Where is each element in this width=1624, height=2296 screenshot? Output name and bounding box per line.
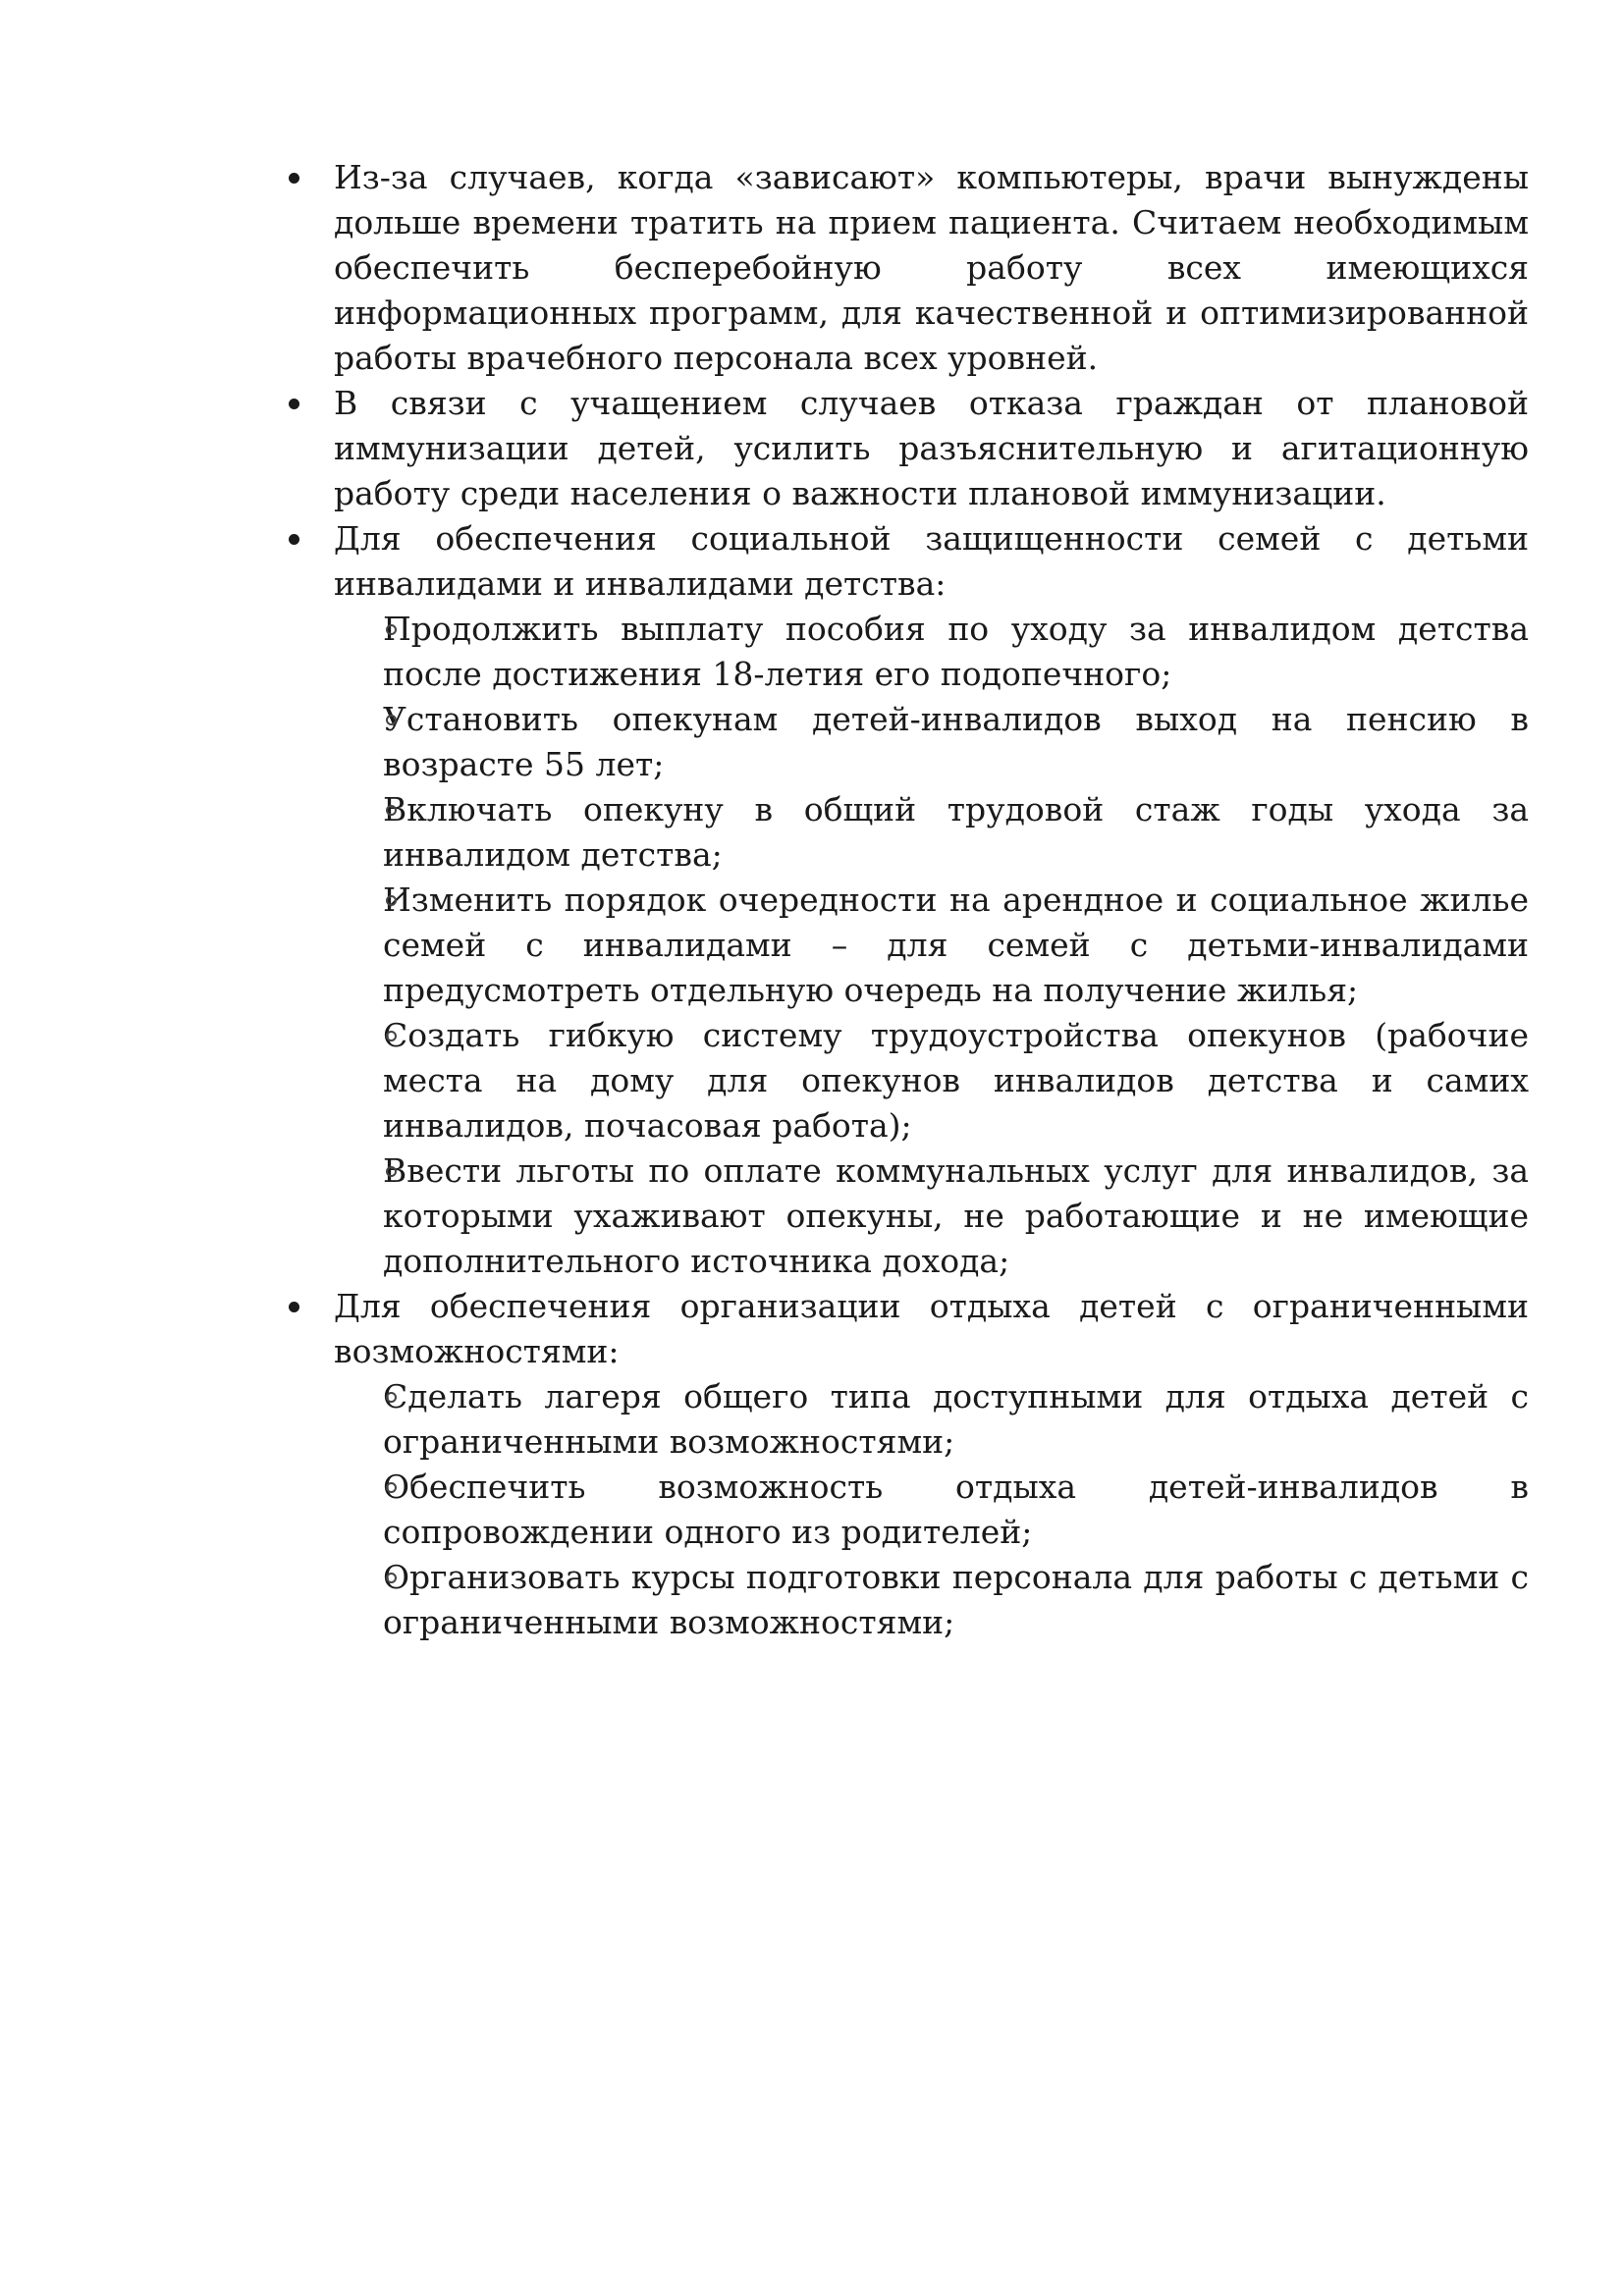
bullet-icon (289, 534, 299, 545)
circle-bullet-icon (386, 1166, 397, 1177)
sub-list-item (282, 697, 1529, 787)
list-item-text: Для обеспечения организации отдыха детей с ограниченными возможностями: (334, 1287, 1529, 1370)
sub-list-item (282, 607, 1529, 697)
circle-bullet-icon (386, 1573, 397, 1583)
list-item (282, 155, 1529, 381)
circle-bullet-icon (386, 805, 397, 816)
list-item-text: В связи с учащением случаев отказа граждан от плановой иммунизации детей, усилить разъяснительную и агитационную работу среди населения о важности плановой иммунизации. (334, 384, 1529, 512)
sub-list-item-text: Включать опекуну в общий трудовой стаж годы ухода за инвалидом детства; (383, 790, 1529, 874)
circle-bullet-icon (386, 715, 397, 725)
circle-bullet-icon (386, 624, 397, 635)
sub-list-item (282, 1148, 1529, 1284)
circle-bullet-icon (386, 1392, 397, 1403)
list-item-text: Для обеспечения социальной защищенности семей с детьми инвалидами и инвалидами детства: (334, 519, 1529, 603)
list-item (282, 381, 1529, 516)
sub-list-item-text: Ввести льготы по оплате коммунальных услуг для инвалидов, за которыми ухаживают опекуны, не работающие и не имеющие дополнительного источника дохода; (383, 1151, 1529, 1280)
sub-list-item-text: Установить опекунам детей-инвалидов выход на пенсию в возрасте 55 лет; (383, 700, 1529, 783)
bullet-icon (289, 173, 299, 184)
circle-bullet-icon (386, 895, 397, 906)
sub-list-item (282, 1374, 1529, 1465)
document-body (282, 155, 1529, 1645)
bullet-icon (289, 399, 299, 409)
sub-list-item (282, 1013, 1529, 1148)
circle-bullet-icon (386, 1031, 397, 1041)
sub-list-item-text: Изменить порядок очередности на арендное и социальное жилье семей с инвалидами – для семей с детьми-инвалидами предусмотреть отдельную очередь на получение жилья; (383, 881, 1529, 1009)
sub-list (334, 1374, 1529, 1645)
sub-list-item (282, 1465, 1529, 1555)
sub-list-item-text: Обеспечить возможность отдыха детей-инвалидов в сопровождении одного из родителей; (383, 1468, 1529, 1551)
sub-list-item (282, 878, 1529, 1013)
bullet-list (282, 155, 1529, 1645)
sub-list-item-text: Организовать курсы подготовки персонала для работы с детьми с ограниченными возможностями; (383, 1558, 1529, 1641)
sub-list-item-text: Сделать лагеря общего типа доступными для отдыха детей с ограниченными возможностями; (383, 1377, 1529, 1461)
circle-bullet-icon (386, 1482, 397, 1493)
sub-list-item-text: Продолжить выплату пособия по уходу за инвалидом детства после достижения 18-летия его подопечного; (383, 610, 1529, 693)
bullet-icon (289, 1302, 299, 1312)
sub-list (334, 607, 1529, 1284)
sub-list-item-text: Создать гибкую систему трудоустройства опекунов (рабочие места на дому для опекунов инвалидов детства и самих инвалидов, почасовая работа); (383, 1016, 1529, 1145)
sub-list-item (282, 1555, 1529, 1645)
list-item (282, 516, 1529, 1284)
list-item-text: Из-за случаев, когда «зависают» компьютеры, врачи вынуждены дольше времени тратить на прием пациента. Считаем необходимым обеспечить бесперебойную работу всех имеющихся информационных программ, для качественной и оптимизированной работы врачебного персонала всех уровней. (334, 158, 1529, 377)
sub-list-item (282, 787, 1529, 878)
list-item (282, 1284, 1529, 1645)
